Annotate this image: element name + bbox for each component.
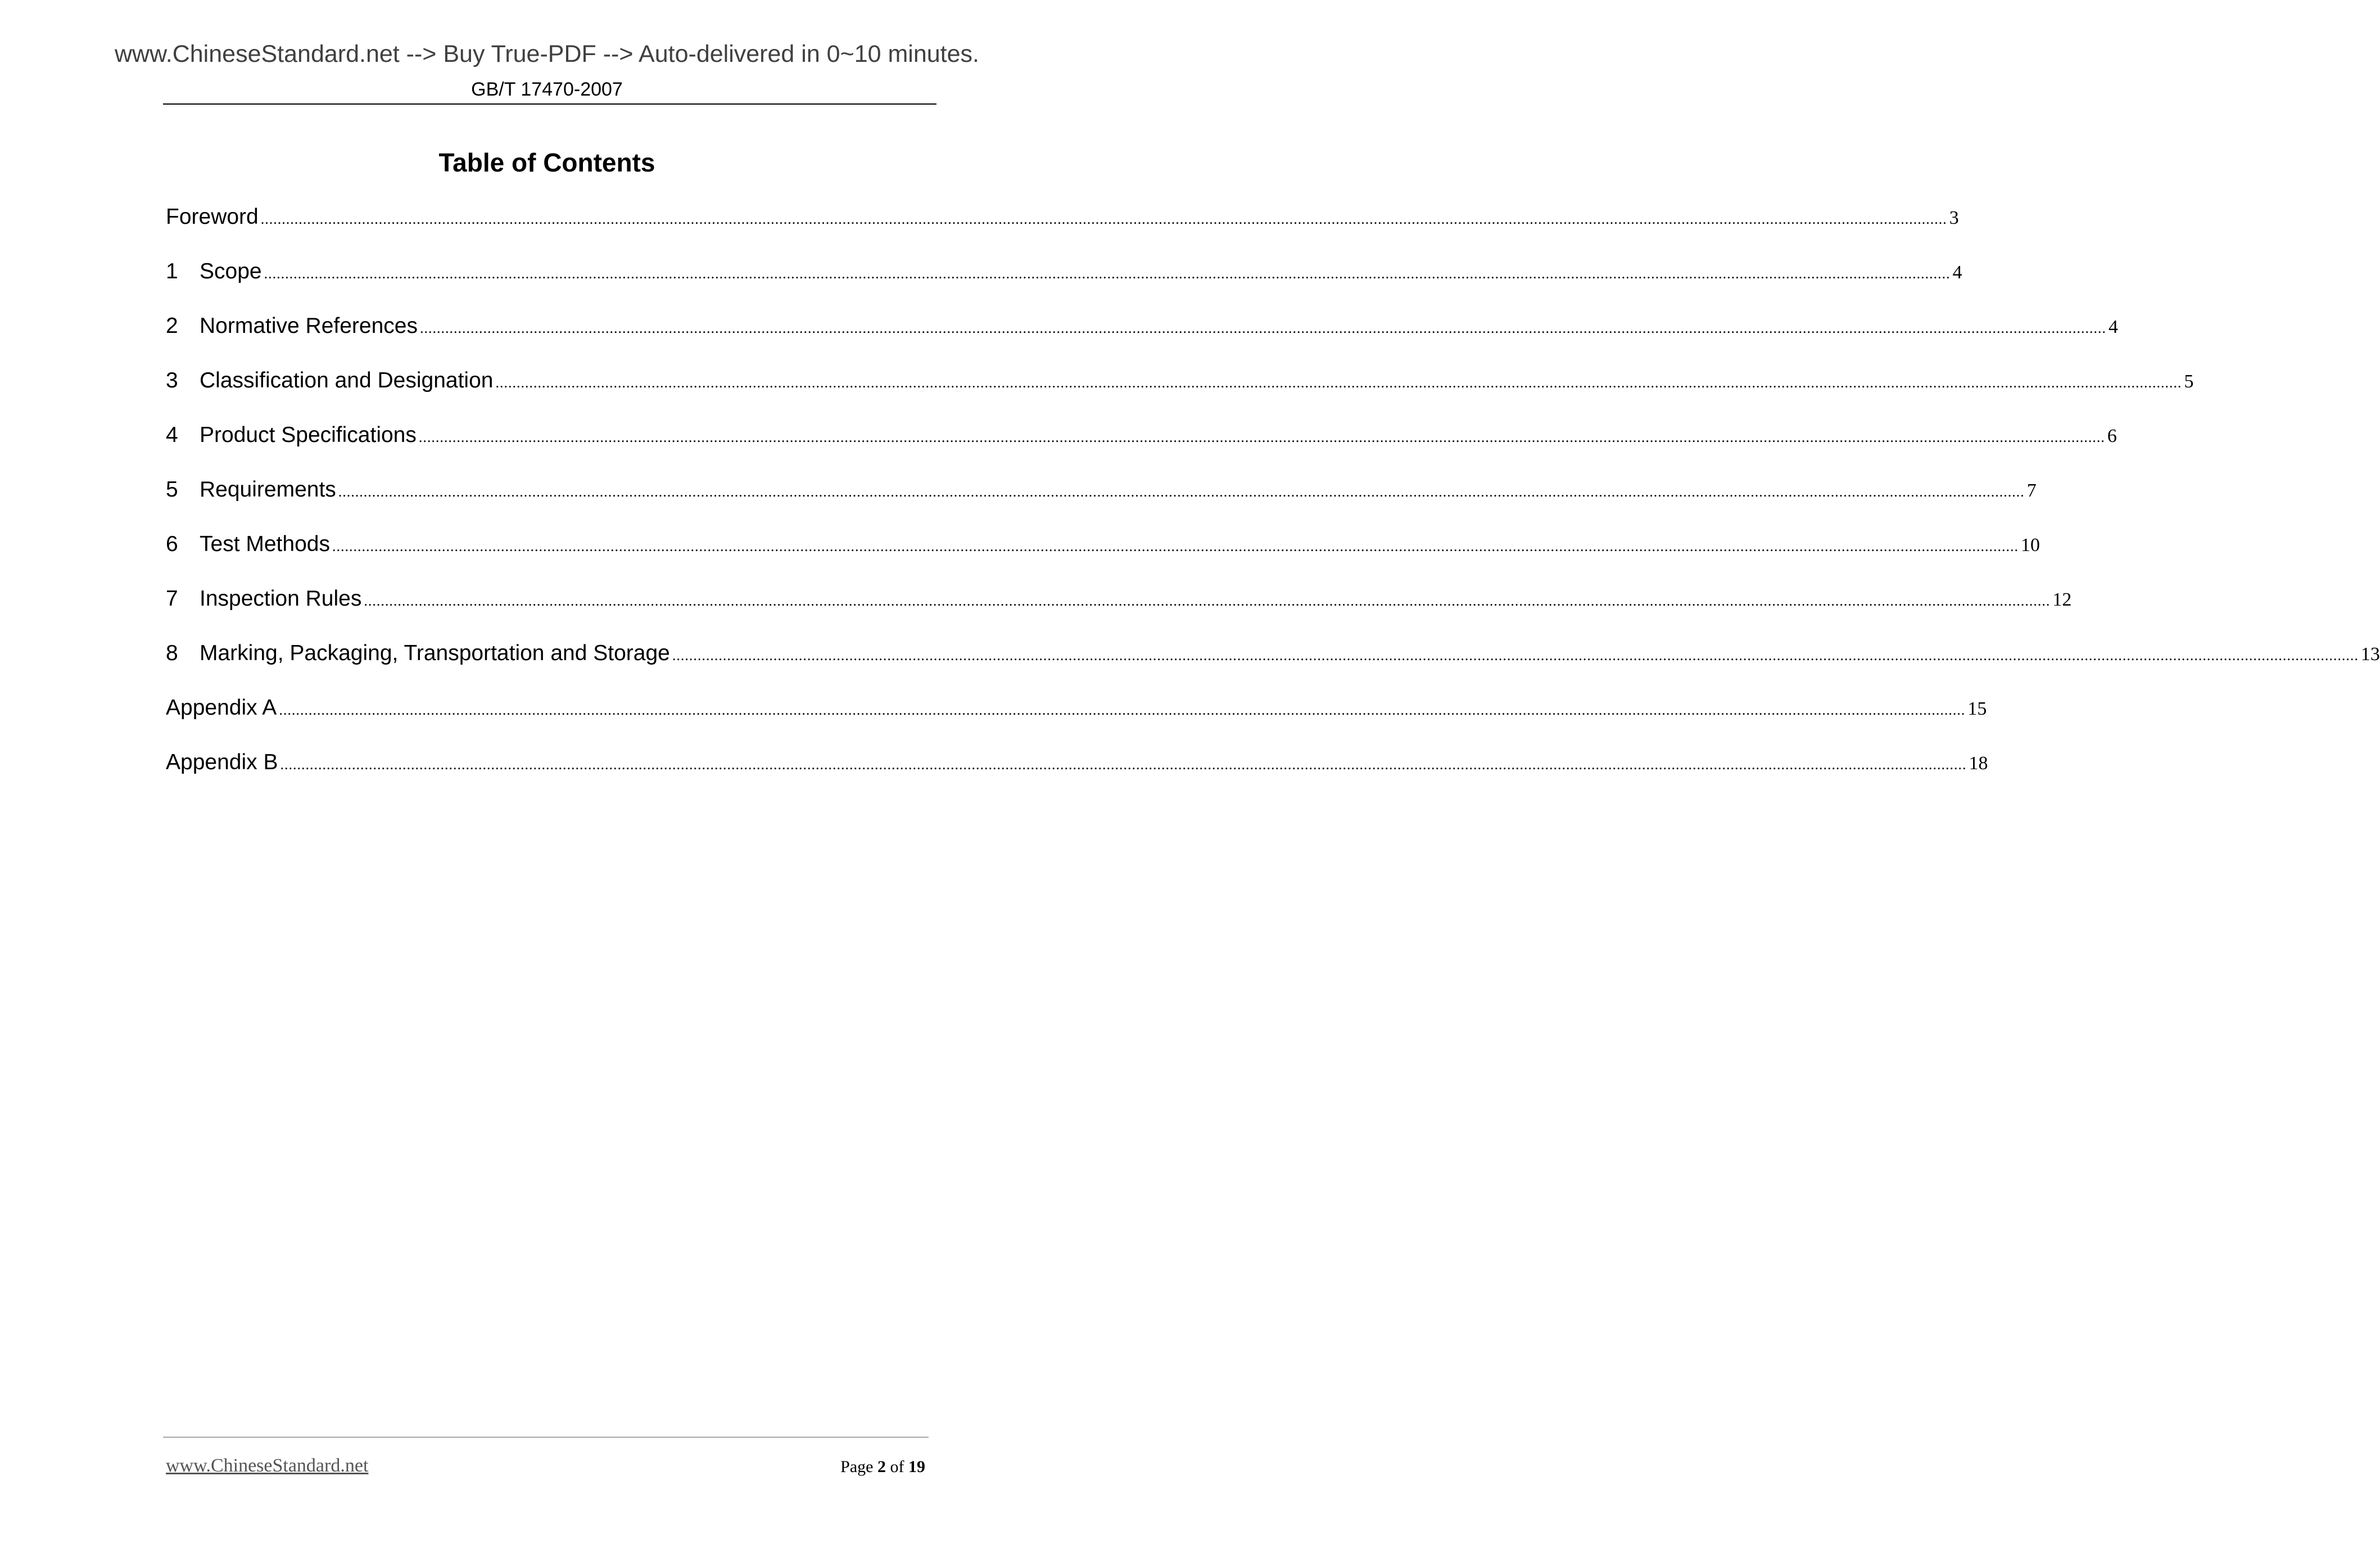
toc-entry[interactable] xyxy=(166,368,2194,423)
toc-entry-number: 1 xyxy=(166,259,178,283)
toc-entry-page: 13 xyxy=(2360,644,2380,665)
top-banner: www.ChineseStandard.net --> Buy True-PDF --> Auto-delivered in 0~10 minutes. xyxy=(114,40,979,67)
toc-entry-label: Classification and Designation xyxy=(200,368,494,392)
toc-entry-label: Appendix A xyxy=(166,696,277,720)
toc-entry-number: 5 xyxy=(166,477,178,502)
toc-entry-page: 15 xyxy=(1967,698,1987,719)
toc-entry-number: 8 xyxy=(166,641,178,665)
toc-leader-dots: ................................................................................................................................................................................................................................................................................................................................................................................................................ xyxy=(264,265,1951,282)
toc-leader-dots: ................................................................................................................................................................................................................................................................................................................................................................................................................ xyxy=(332,538,2019,554)
page-number xyxy=(840,1457,925,1477)
page-total: 19 xyxy=(908,1457,925,1476)
toc-entry[interactable] xyxy=(166,259,1962,314)
toc-entry[interactable] xyxy=(166,477,2037,532)
toc-entry[interactable] xyxy=(166,641,2380,696)
toc-leader-dots: ................................................................................................................................................................................................................................................................................................................................................................................................................ xyxy=(280,756,1967,773)
toc-entry-page: 18 xyxy=(1969,753,1988,774)
toc-entry[interactable] xyxy=(166,423,2117,477)
toc-entry-page: 4 xyxy=(2108,317,2118,337)
toc-leader-dots: ................................................................................................................................................................................................................................................................................................................................................................................................................ xyxy=(364,593,2051,609)
toc-entry-page: 6 xyxy=(2107,426,2117,446)
toc-entry-label: Foreword xyxy=(166,205,259,229)
toc-entry-label: Scope xyxy=(200,259,262,283)
toc-entry-page: 12 xyxy=(2052,589,2072,610)
page-of: of xyxy=(890,1457,904,1476)
toc-entry-label: Appendix B xyxy=(166,750,278,774)
toc-entry-number: 6 xyxy=(166,532,178,556)
toc-entry[interactable] xyxy=(166,750,1988,805)
toc-entry-label: Test Methods xyxy=(200,532,330,556)
toc-entry-label: Requirements xyxy=(200,477,336,502)
toc-entry-number: 3 xyxy=(166,368,178,392)
document-id: GB/T 17470-2007 xyxy=(471,79,623,100)
toc-leader-dots: ................................................................................................................................................................................................................................................................................................................................................................................................................ xyxy=(338,484,2025,500)
footer-link[interactable]: www.ChineseStandard.net xyxy=(166,1455,369,1476)
toc-entry-label: Product Specifications xyxy=(200,423,417,447)
toc-entry[interactable] xyxy=(166,205,1959,259)
page-current: 2 xyxy=(877,1457,886,1476)
footer-divider xyxy=(163,1437,929,1438)
toc-entry-page: 3 xyxy=(1949,207,1959,228)
toc-entry[interactable] xyxy=(166,314,2118,368)
toc-entry-page: 10 xyxy=(2020,535,2040,556)
toc-entry[interactable] xyxy=(166,696,1987,750)
toc-entry-label: Marking, Packaging, Transportation and Storage xyxy=(200,641,670,665)
toc-entry-label: Inspection Rules xyxy=(200,586,362,611)
toc-leader-dots: ................................................................................................................................................................................................................................................................................................................................................................................................................ xyxy=(495,374,2182,391)
toc-entry-page: 5 xyxy=(2184,371,2194,392)
toc-leader-dots: ................................................................................................................................................................................................................................................................................................................................................................................................................ xyxy=(260,211,1947,227)
toc-entry-page: 7 xyxy=(2026,480,2037,501)
toc-list xyxy=(166,205,2380,805)
toc-entry[interactable] xyxy=(166,586,2072,641)
toc-leader-dots: ................................................................................................................................................................................................................................................................................................................................................................................................................ xyxy=(419,320,2106,336)
toc-entry[interactable] xyxy=(166,532,2040,586)
toc-entry-number: 7 xyxy=(166,586,178,611)
toc-entry-page: 4 xyxy=(1952,262,1962,283)
toc-title: Table of Contents xyxy=(438,148,655,177)
toc-entry-number: 4 xyxy=(166,423,178,447)
toc-entry-number: 2 xyxy=(166,314,178,338)
toc-leader-dots: ................................................................................................................................................................................................................................................................................................................................................................................................................ xyxy=(418,429,2105,445)
toc-leader-dots: ................................................................................................................................................................................................................................................................................................................................................................................................................ xyxy=(279,702,1966,718)
toc-entry-label: Normative References xyxy=(200,314,418,338)
page-prefix: Page xyxy=(840,1457,874,1476)
header-divider xyxy=(163,103,936,105)
toc-leader-dots: ................................................................................................................................................................................................................................................................................................................................................................................................................ xyxy=(672,647,2359,664)
